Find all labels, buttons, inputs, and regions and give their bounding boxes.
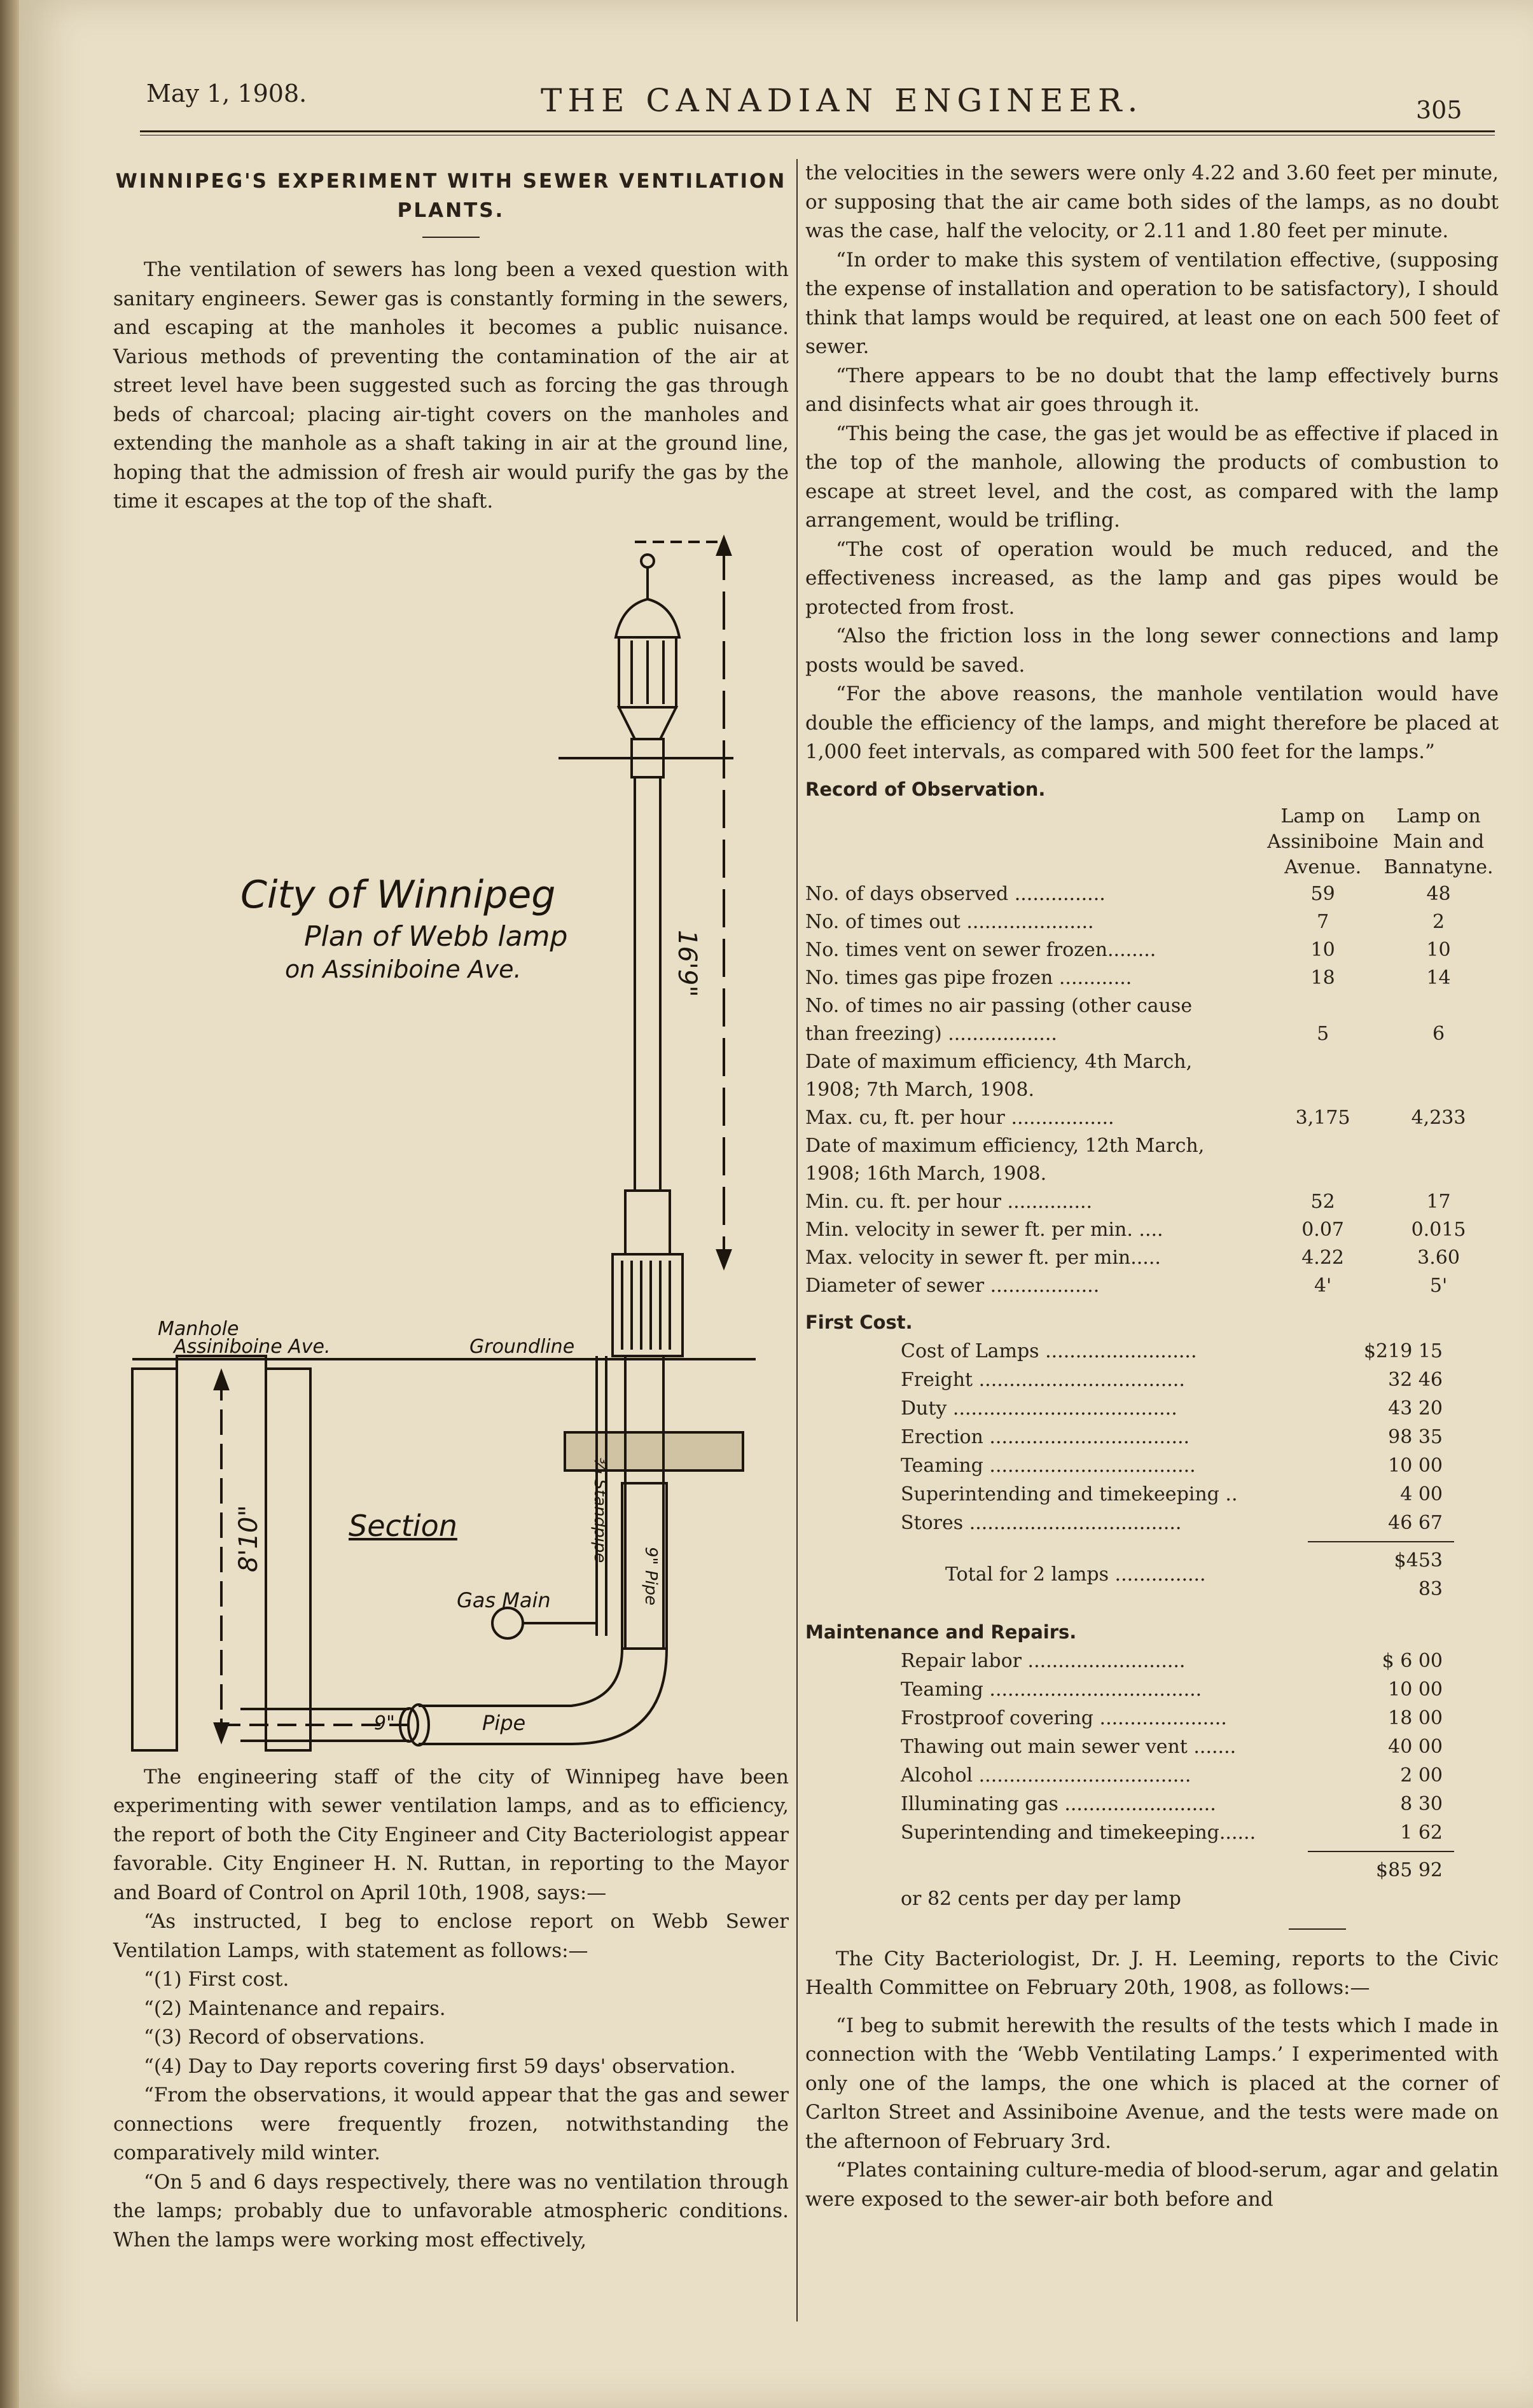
total-label: Total for 2 lamps ............... [945, 1563, 1206, 1586]
observation-label: No. of days observed ............... [805, 882, 1106, 905]
table-row [901, 1733, 1460, 1761]
observation-label: Min. cu. ft. per hour .............. [805, 1190, 1093, 1213]
cost-item-amount: 40 00 [1388, 1735, 1443, 1758]
table-row [901, 1337, 1460, 1366]
main-bannatyne-value: 17 [1426, 1190, 1451, 1213]
main-bannatyne-value [1378, 1132, 1499, 1160]
cost-item-label: Illuminating gas ......................... [901, 1792, 1216, 1815]
total-amount: $453 83 [1394, 1549, 1443, 1600]
col-header-line: Main and [1392, 830, 1485, 853]
total-rule [1308, 1851, 1454, 1852]
cost-item-amount: 1 62 [1400, 1821, 1443, 1844]
maintenance-heading: Maintenance and Repairs. [805, 1621, 1077, 1643]
main-bannatyne-value: 2 [1432, 910, 1445, 933]
main-bannatyne-value [1378, 1076, 1499, 1104]
observation-label: No. of times no air passing (other cause [805, 994, 1193, 1017]
cost-item-amount: $ 6 00 [1382, 1649, 1443, 1672]
maintenance-total [901, 1856, 1460, 1913]
cost-item-label: Superintending and timekeeping...... [901, 1821, 1256, 1844]
observation-label: Max. velocity in sewer ft. per min..... [805, 1246, 1161, 1269]
vertical-pipe-label: 9" Pipe [641, 1546, 660, 1605]
table-row [901, 1790, 1460, 1818]
table-row [805, 1076, 1499, 1104]
maintenance-table [901, 1647, 1460, 1847]
assiniboine-value: 3,175 [1295, 1106, 1350, 1129]
table-row [901, 1761, 1460, 1790]
table-row [901, 1480, 1460, 1509]
table-row [901, 1423, 1460, 1451]
cost-item-label: Duty ..................................... [901, 1397, 1177, 1420]
col-header-line: Bannatyne. [1384, 855, 1494, 878]
table-row [901, 1818, 1460, 1847]
per-day-note: or 82 cents per day per lamp [901, 1887, 1181, 1910]
table-row [805, 908, 1499, 936]
assiniboine-value: 4' [1314, 1274, 1332, 1297]
assiniboine-value: 52 [1310, 1190, 1335, 1213]
cost-item-amount: 10 00 [1388, 1454, 1443, 1477]
main-bannatyne-value: 10 [1426, 938, 1451, 961]
column-divider [796, 159, 798, 2322]
manhole-depth-label: 8'10" [234, 1504, 263, 1572]
table-row [805, 992, 1499, 1020]
main-bannatyne-value: 3.60 [1417, 1246, 1460, 1269]
body-paragraph: “On 5 and 6 days respectively, there was no ventilation through the lamps; probably due to unfavorable atmospheric conditions. When the lamps were working most effectively, [113, 2170, 789, 2252]
journal-title: THE CANADIAN ENGINEER. [541, 82, 1144, 119]
table-row [901, 1394, 1460, 1423]
section-rule [1289, 1928, 1346, 1930]
report-list-item: “(3) Record of observations. [144, 2026, 426, 2049]
table-row [901, 1675, 1460, 1704]
total-rule [1308, 1541, 1454, 1542]
cost-item-amount: 10 00 [1388, 1678, 1443, 1701]
table-row [901, 1647, 1460, 1675]
body-paragraph: “Also the friction loss in the long sewer connections and lamp posts would be saved. [805, 625, 1499, 677]
body-paragraph: “Plates containing culture-media of blood-serum, agar and gelatin were exposed to the sewer-air both before and [805, 2159, 1499, 2211]
main-bannatyne-value: 6 [1432, 1022, 1445, 1045]
cost-item-label: Teaming .................................. [901, 1454, 1196, 1477]
table-row [805, 1188, 1499, 1216]
observation-column-headers [805, 804, 1499, 880]
lamp-height-label: 16'9" [672, 929, 702, 997]
assiniboine-value: 4.22 [1301, 1246, 1345, 1269]
observation-heading: Record of Observation. [805, 778, 1046, 800]
body-paragraph: “I beg to submit herewith the results of the tests which I made in connection with the ‘Webb Ventilating Lamps.’ I experimented with only one of the lamps, the one which is placed at the corner of Carlton Street and Assiniboine Avenue, and the tests were made on the afternoon of February 3rd. [805, 2014, 1499, 2153]
observation-label: 1908; 16th March, 1908. [805, 1162, 1047, 1185]
report-list-item: “(2) Maintenance and repairs. [144, 1996, 446, 2020]
table-row [901, 1885, 1460, 1913]
main-bannatyne-value [1378, 1048, 1499, 1076]
assiniboine-value [1267, 1132, 1378, 1160]
assiniboine-value: 10 [1310, 938, 1335, 961]
page-binding-edge [0, 0, 19, 2408]
table-row [805, 1272, 1499, 1300]
main-bannatyne-value [1378, 1160, 1499, 1188]
report-list-item: “(4) Day to Day reports covering first 59 days' observation. [144, 2054, 736, 2078]
body-paragraph: “There appears to be no doubt that the lamp effectively burns and disinfects what air goes through it. [805, 364, 1499, 416]
body-paragraph: the velocities in the sewers were only 4.22 and 3.60 feet per minute, or supposing that the air came both sides of the lamps, as no doubt was the case, half the velocity, or 2.11 and 1.80 feet per minute. [805, 162, 1499, 242]
table-row [805, 1244, 1499, 1272]
diagram-city-title: City of Winnipeg [240, 872, 556, 917]
report-list-item: “(1) First cost. [144, 1968, 289, 1991]
observation-label: Date of maximum efficiency, 4th March, [805, 1050, 1193, 1073]
table-row [901, 1704, 1460, 1733]
gas-main-label: Gas Main [457, 1588, 551, 1612]
table-row [805, 1020, 1499, 1048]
left-column [113, 159, 789, 2255]
table-row [901, 1366, 1460, 1394]
assiniboine-value: 59 [1310, 882, 1335, 905]
cost-item-amount: 4 00 [1400, 1483, 1443, 1505]
observation-label: 1908; 7th March, 1908. [805, 1078, 1035, 1101]
col-header-line: Lamp on [1396, 805, 1481, 827]
manhole-label: Manhole [158, 1317, 239, 1340]
lamp-section-drawing [113, 529, 789, 1757]
first-cost-table [901, 1337, 1460, 1537]
assiniboine-value: 18 [1310, 966, 1335, 989]
cost-item-amount: 46 67 [1388, 1511, 1443, 1534]
assiniboine-value [1267, 1048, 1378, 1076]
cost-item-amount: 2 00 [1400, 1764, 1443, 1787]
page-number: 305 [1416, 96, 1462, 124]
issue-date: May 1, 1908. [146, 80, 307, 107]
col-header-line: Assiniboine [1267, 830, 1379, 853]
article-title: WINNIPEG'S EXPERIMENT WITH SEWER VENTILATION PLANTS. [115, 170, 787, 222]
body-paragraph: The City Bacteriologist, Dr. J. H. Leeming, reports to the Civic Health Committee on February 20th, 1908, as follows:— [805, 1947, 1499, 1999]
body-paragraph: “For the above reasons, the manhole ventilation would have double the efficiency of the lamps, and might therefore be placed at 1,000 feet intervals, as compared with 500 feet for the lamps.” [805, 682, 1499, 763]
observation-label: No. times gas pipe frozen ............ [805, 966, 1132, 989]
col-header-line: Lamp on [1280, 805, 1365, 827]
body-paragraph: “In order to make this system of ventilation effective, (supposing the expense of installation and operation to be satisfactory), I should think that lamps would be required, at least one on each 500 feet of sewer. [805, 248, 1499, 358]
diagram-location: on Assiniboine Ave. [285, 955, 522, 983]
pipe-size-label: 9" [374, 1712, 395, 1734]
cost-item-amount: 43 20 [1388, 1397, 1443, 1420]
table-row [901, 1509, 1460, 1537]
title-rule [422, 237, 480, 238]
body-paragraph: “This being the case, the gas jet would be as effective if placed in the top of the manhole, allowing the products of combustion to escape at street level, and the cost, as compared with the lamp arrangement, would be trifling. [805, 422, 1499, 532]
cost-item-amount: 8 30 [1400, 1792, 1443, 1815]
body-paragraph: “From the observations, it would appear that the gas and sewer connections were frequently frozen, notwithstanding the comparatively mild winter. [113, 2084, 789, 2164]
observation-label: Max. cu, ft. per hour ................. [805, 1106, 1114, 1129]
table-row [805, 880, 1499, 908]
assiniboine-value: 7 [1317, 910, 1329, 933]
cost-item-label: Stores ................................... [901, 1511, 1182, 1534]
right-column [805, 159, 1499, 2214]
cost-item-label: Cost of Lamps ......................... [901, 1339, 1197, 1362]
observation-label: No. of times out ..................... [805, 910, 1094, 933]
observation-label: Date of maximum efficiency, 12th March, [805, 1134, 1205, 1157]
observation-label: than freezing) .................. [805, 1022, 1057, 1045]
assiniboine-value: 5 [1317, 1022, 1329, 1045]
cost-item-label: Teaming ................................... [901, 1678, 1202, 1701]
webb-lamp-diagram [113, 529, 789, 1757]
cost-item-label: Alcohol ................................... [901, 1764, 1191, 1787]
cost-item-label: Frostproof covering ..................... [901, 1706, 1227, 1729]
main-bannatyne-value: 5' [1429, 1274, 1448, 1297]
cost-item-amount: 18 00 [1388, 1706, 1443, 1729]
table-row [805, 964, 1499, 992]
assiniboine-value [1267, 1160, 1378, 1188]
assiniboine-value [1267, 992, 1378, 1020]
first-cost-total [901, 1546, 1460, 1603]
body-paragraph: “The cost of operation would be much reduced, and the effectiveness increased, as the lamp and gas pipes would be protected from frost. [805, 537, 1499, 619]
header-rule [140, 130, 1495, 135]
cost-item-label: Superintending and timekeeping .. [901, 1483, 1238, 1505]
col-header-line: Avenue. [1284, 855, 1362, 878]
diagram-plan-title: Plan of Webb lamp [304, 920, 568, 953]
cost-item-label: Erection ................................. [901, 1425, 1190, 1448]
main-bannatyne-value [1378, 992, 1499, 1020]
first-cost-heading: First Cost. [805, 1311, 913, 1333]
table-row [805, 936, 1499, 964]
observation-label: No. times vent on sewer frozen........ [805, 938, 1156, 961]
table-row [805, 1048, 1499, 1076]
body-paragraph: The engineering staff of the city of Winnipeg have been experimenting with sewer ventilation lamps, and as to efficiency, the report of both the City Engineer and City Bacteriologist appear favorable. City Engineer H. N. Ruttan, in reporting to the Mayor and Board of Control on April 10th, 1908, says:— [113, 1765, 789, 1904]
assiniboine-value [1267, 1076, 1378, 1104]
observation-label: Diameter of sewer .................. [805, 1274, 1100, 1297]
total-amount: $85 92 [1376, 1858, 1443, 1881]
table-row [805, 1132, 1499, 1160]
table-row [901, 1856, 1460, 1885]
groundline-label: Groundline [469, 1335, 575, 1358]
cost-item-amount: 98 35 [1388, 1425, 1443, 1448]
main-bannatyne-value: 0.015 [1411, 1218, 1466, 1241]
standpipe-label: ¾ Standpipe [590, 1457, 609, 1563]
table-row [805, 1160, 1499, 1188]
table-row [901, 1451, 1460, 1480]
body-paragraph: “As instructed, I beg to enclose report on Webb Sewer Ventilation Lamps, with statement as follows:— [113, 1910, 789, 1962]
main-bannatyne-value: 4,233 [1411, 1106, 1466, 1129]
observation-table [805, 804, 1499, 1300]
observation-label: Min. velocity in sewer ft. per min. .... [805, 1218, 1163, 1241]
cost-item-label: Thawing out main sewer vent ....... [901, 1735, 1237, 1758]
assiniboine-value: 0.07 [1301, 1218, 1345, 1241]
running-header [19, 73, 1533, 143]
manhole-street-label: Assiniboine Ave. [174, 1335, 331, 1358]
cost-item-amount: $219 15 [1363, 1339, 1443, 1362]
table-row [901, 1546, 1460, 1603]
table-row [805, 1104, 1499, 1132]
table-row [805, 1216, 1499, 1244]
cost-item-amount: 32 46 [1388, 1368, 1443, 1391]
intro-paragraph: The ventilation of sewers has long been a vexed question with sanitary engineers. Sewer gas is constantly forming in the sewers, and escaping at the manholes it becomes a public nuisance. Various methods of preventing the contamination of the air at street level have been suggested such as forcing the gas through beds of charcoal; placing air-tight covers on the manholes and extending the manhole as a shaft taking in air at the ground line, hoping that the admission of fresh air would purify the gas by the time it escapes at the top of the shaft. [113, 258, 789, 513]
cost-item-label: Repair labor .......................... [901, 1649, 1186, 1672]
cost-item-label: Freight .................................. [901, 1368, 1185, 1391]
main-bannatyne-value: 14 [1426, 966, 1451, 989]
main-bannatyne-value: 48 [1426, 882, 1451, 905]
section-label: Section [349, 1508, 457, 1543]
pipe-label: Pipe [482, 1710, 526, 1735]
journal-page [19, 0, 1533, 2408]
